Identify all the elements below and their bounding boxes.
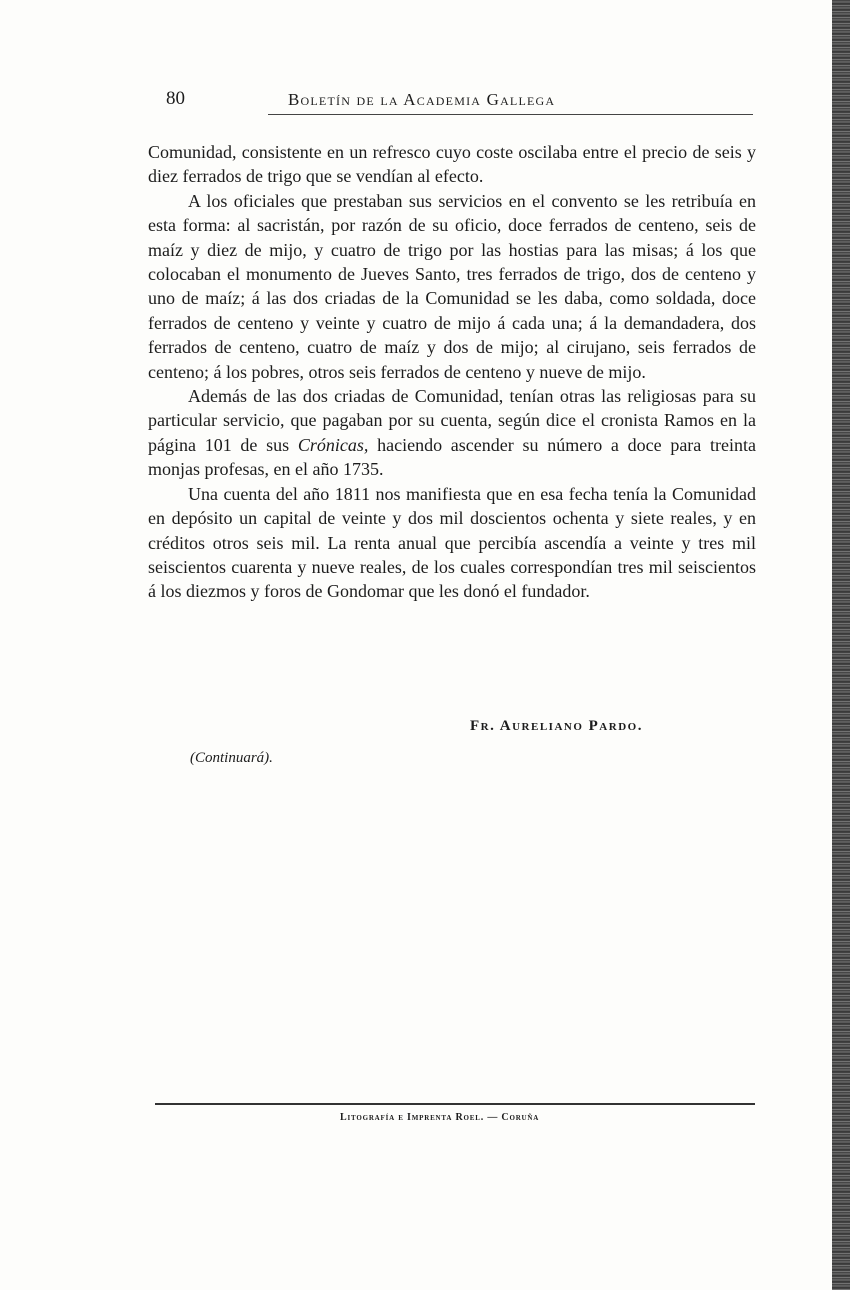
- header-rule: [268, 114, 753, 115]
- printer-imprint: Litografía e Imprenta Roel. — Coruña: [340, 1112, 540, 1123]
- paragraph-servants: [148, 384, 756, 482]
- paragraph-accounts: Una cuenta del año 1811 nos manifiesta que en esa fecha tenía la Comunidad en depósito un capital de veinte y dos mil doscientos ochenta y siete reales, y en créditos otros seis mil. La renta anual que percibía ascendía a veinte y tres mil seiscientos cuarenta y nueve reales, de los cuales correspondían tres mil seiscientos á los diezmos y foros de Gondomar que les donó el fundador.: [148, 483, 756, 602]
- page-edge-shadow: [832, 0, 850, 1290]
- footer-rule: [155, 1103, 755, 1105]
- cronicas-title: Crónicas,: [297, 434, 369, 455]
- page-header: [148, 86, 753, 116]
- paragraph-continuation: Comunidad, consistente en un refresco cuyo coste oscilaba entre el precio de seis y diez ferrados de trigo que se vendían al efecto.: [148, 142, 756, 187]
- running-title: Boletín de la Academia Gallega: [288, 90, 556, 109]
- paragraph-servants-text: Además de las dos criadas de Comunidad, tenían otras las religiosas para su particular servicio, que pagaban por su cuenta, según dice el cronista Ramos en la página 101 de sus: [148, 386, 756, 455]
- article-body: [148, 140, 756, 604]
- page-number: 80: [166, 88, 185, 109]
- continued-note: (Continuará).: [190, 750, 273, 766]
- paragraph-servants-tail: haciendo ascender su número a doce para treinta monjas profesas, en el año 1735.: [148, 434, 756, 480]
- author-signature: Fr. Aureliano Pardo.: [470, 718, 643, 734]
- paragraph-officials: A los oficiales que prestaban sus servicios en el convento se les retribuía en esta forma: al sacristán, por razón de su oficio, doce ferrados de centeno, seis de maíz y diez de mijo, y cuatro de trigo por las hostias para las misas; á los que colocaban el monumento de Jueves Santo, tres ferrados de trigo, dos de centeno y uno de maíz; á las dos criadas de la Comunidad se les daba, como soldada, doce ferrados de centeno y veinte y cuatro de mijo á cada una; á la demandadera, dos ferrados de centeno, cuatro de maíz y dos de mijo; al cirujano, seis ferrados de centeno; á los pobres, otros seis ferrados de centeno y nueve de mijo.: [148, 190, 756, 382]
